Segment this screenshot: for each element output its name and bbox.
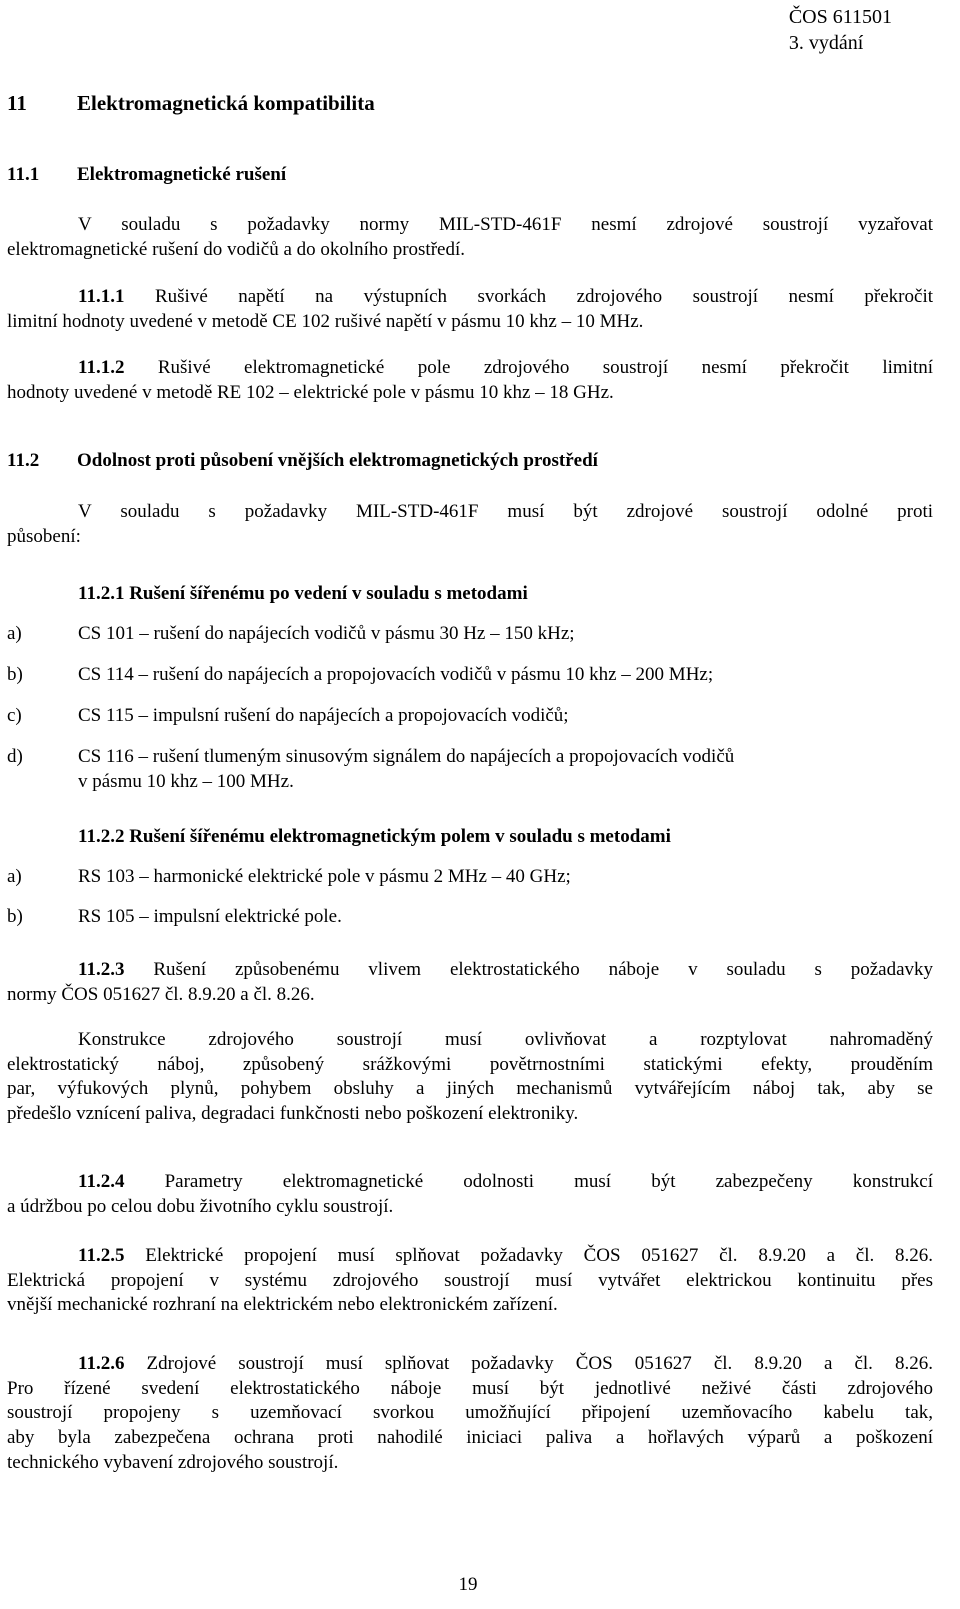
text-line: a údržbou po celou dobu životního cyklu soustrojí. (7, 1195, 394, 1217)
paragraph-11-2-5 (7, 1244, 933, 1318)
edition: 3. vydání (788, 32, 864, 54)
text-line: v pásmu 10 khz – 100 MHz. (78, 770, 294, 792)
section-number: 11.1 (7, 164, 40, 185)
text-line: vnější mechanické rozhraní na elektrickém nebo elektronickém zařízení. (7, 1294, 558, 1316)
list-item: RS 103 – harmonické elektrické pole v pásmu 2 MHz – 40 GHz; (78, 866, 571, 887)
paragraph-11-2-6 (7, 1352, 933, 1475)
text-line: Elektrická propojení v systému zdrojového soustrojí musí vytvářet elektrickou kontinuitu přes (7, 1269, 933, 1291)
paragraph-11-2-4 (7, 1170, 933, 1219)
text-line: technického vybavení zdrojového soustrojí. (7, 1451, 339, 1473)
list-item: RS 105 – impulsní elektrické pole. (78, 906, 342, 927)
text-line: elektrostatický náboj, způsobený srážkovými povětrnostními statickými efekty, prouděním (7, 1053, 933, 1075)
paragraph-electrostatic (7, 1028, 933, 1127)
text-line: par, výfukových plynů, pohybem obsluhy a jiných mechanismů vytvářejícím náboj tak, aby se (7, 1078, 933, 1100)
subsection-11-2-2-heading (78, 825, 671, 850)
text-line: V souladu s požadavky MIL-STD-461F musí být zdrojové soustrojí odolné proti (78, 501, 933, 522)
section-title: Odolnost proti působení vnějších elektromagnetických prostředí (77, 450, 598, 471)
section-number: 11.2 (7, 450, 40, 471)
list-item-label: b) (7, 906, 23, 927)
paragraph-11-2-3 (7, 958, 933, 1007)
list-item-label: c) (7, 705, 22, 726)
text-line: V souladu s požadavky normy MIL-STD-461F nesmí zdrojové soustrojí vyzařovat (78, 214, 933, 235)
header (789, 4, 892, 56)
paragraph-number: 11.1.2 (78, 357, 125, 378)
section-title: Elektromagnetická kompatibilita (77, 91, 375, 115)
text-line: 11.2.3 Rušení způsobenému vlivem elektrostatického náboje v souladu s požadavky (78, 959, 934, 980)
text-line: 11.1.1 Rušivé napětí na výstupních svorkách zdrojového soustrojí nesmí překročit (78, 286, 934, 307)
paragraph-11-1-1 (7, 285, 933, 334)
text-line: Pro řízené svedení elektrostatického náboje musí být jednotlivé neživé části zdrojového (7, 1377, 933, 1399)
list-11-2-1 (0, 622, 960, 802)
text-line: hodnoty uvedené v metodě RE 102 – elektrické pole v pásmu 10 khz – 18 GHz. (7, 381, 614, 403)
section-number: 11 (7, 91, 27, 115)
subsection-title: Rušení šířenému elektromagnetickým polem v souladu s metodami (129, 826, 671, 847)
text-line: soustrojí propojeny s uzemňovací svorkou umožňující připojení uzemňovacího kabelu tak, (7, 1402, 933, 1424)
section-11-2-intro (7, 500, 933, 549)
text-line: Konstrukce zdrojového soustrojí musí ovlivňovat a rozptylovat nahromaděný (78, 1029, 933, 1050)
text-line: 11.2.4 Parametry elektromagnetické odolnosti musí být zabezpečeny konstrukcí (78, 1171, 933, 1192)
paragraph-number: 11.2.5 (78, 1245, 125, 1266)
list-item-label: a) (7, 623, 22, 644)
list-11-2-2 (0, 865, 960, 935)
paragraph-number: 11.2.6 (78, 1353, 125, 1374)
text-line: 11.1.2 Rušivé elektromagnetické pole zdrojového soustrojí nesmí překročit limitní (78, 357, 934, 378)
list-item: CS 115 – impulsní rušení do napájecích a propojovacích vodičů; (78, 705, 569, 726)
section-title: Elektromagnetické rušení (77, 164, 287, 185)
paragraph-11-1-2 (7, 356, 933, 405)
list-item (78, 745, 940, 794)
list-item-label: a) (7, 866, 22, 887)
list-item-label: b) (7, 664, 23, 685)
text-line: 11.2.6 Zdrojové soustrojí musí splňovat požadavky ČOS 051627 čl. 8.9.20 a čl. 8.26. (78, 1353, 933, 1374)
standard-code: ČOS 611501 (788, 6, 892, 28)
text-line: elektromagnetické rušení do vodičů a do okolního prostředí. (7, 238, 465, 260)
paragraph-number: 11.2.1 (78, 583, 125, 604)
section-11-1-heading (7, 163, 286, 188)
text-line: aby byla zabezpečena ochrana proti nahodilé iniciaci paliva a hořlavých výparů a poškození (7, 1427, 933, 1449)
paragraph-number: 11.2.4 (78, 1171, 125, 1192)
text-line: limitní hodnoty uvedené v metodě CE 102 rušivé napětí v pásmu 10 khz – 10 MHz. (7, 310, 644, 332)
paragraph-number: 11.2.3 (78, 959, 125, 980)
text-line: 11.2.5 Elektrické propojení musí splňovat požadavky ČOS 051627 čl. 8.9.20 a čl. 8.26. (78, 1245, 934, 1266)
text-line: předešlo vznícení paliva, degradaci funkčnosti nebo poškození elektroniky. (7, 1103, 579, 1125)
text-line: CS 116 – rušení tlumeným sinusovým signálem do napájecích a propojovacích vodičů (78, 746, 735, 767)
text-line: působení: (7, 525, 81, 547)
subsection-title: Rušení šířenému po vedení v souladu s metodami (129, 583, 528, 604)
section-11-1-intro (7, 213, 933, 262)
subsection-11-2-1-heading (78, 582, 528, 607)
list-item: CS 101 – rušení do napájecích vodičů v pásmu 30 Hz – 150 kHz; (78, 623, 575, 644)
paragraph-number: 11.2.2 (78, 826, 125, 847)
section-11-heading (7, 90, 375, 117)
list-item: CS 114 – rušení do napájecích a propojovacích vodičů v pásmu 10 khz – 200 MHz; (78, 664, 714, 685)
list-item-label: d) (7, 746, 23, 767)
paragraph-number: 11.1.1 (78, 286, 125, 307)
page-number: 19 (458, 1574, 478, 1595)
section-11-2-heading (7, 449, 598, 474)
text-line: normy ČOS 051627 čl. 8.9.20 a čl. 8.26. (7, 983, 315, 1005)
